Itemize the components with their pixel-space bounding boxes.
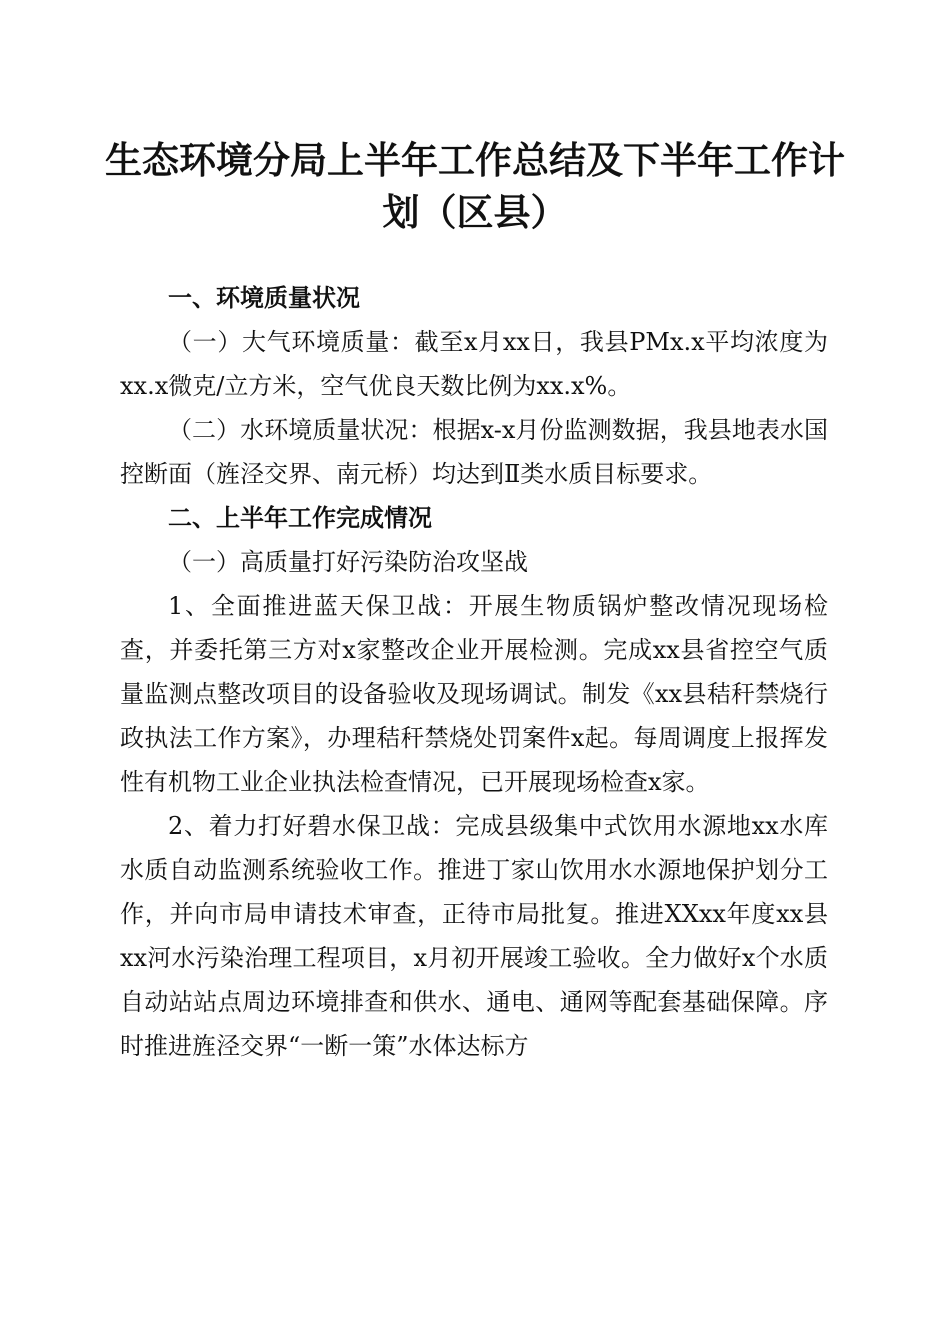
paragraph: 1、全面推进蓝天保卫战：开展生物质锅炉整改情况现场检查，并委托第三方对x家整改企业开展检测。完成xx县省控空气质量监测点整改项目的设备验收及现场调试。制发《xx县秸秆禁烧行政执法工作方案》，办理秸秆禁烧处罚案件x起。每周调度上报挥发性有机物工业企业执法检查情况，已开展现场检查x家。 bbox=[120, 592, 828, 796]
document-title: 生态环境分局上半年工作总结及下半年工作计划（区县） bbox=[105, 138, 845, 234]
document-body bbox=[120, 276, 828, 1068]
paragraph: （一）大气环境质量：截至x月xx日，我县PMx.x平均浓度为xx.x微克/立方米，空气优良天数比例为xx.x%。 bbox=[120, 328, 828, 400]
paragraph: （二）水环境质量状况：根据x-x月份监测数据，我县地表水国控断面（旌泾交界、南元桥）均达到Ⅱ类水质目标要求。 bbox=[120, 416, 828, 488]
paragraph: 2、着力打好碧水保卫战：完成县级集中式饮用水源地xx水库水质自动监测系统验收工作。推进丁家山饮用水水源地保护划分工作，并向市局申请技术审查，正待市局批复。推进XXxx年度xx县xx河水污染治理工程项目，x月初开展竣工验收。全力做好x个水质自动站站点周边环境排查和供水、通电、通网等配套基础保障。序时推进旌泾交界“一断一策”水体达标方 bbox=[120, 812, 828, 1060]
section-heading: 二、上半年工作完成情况 bbox=[168, 504, 432, 532]
section-heading: 一、环境质量状况 bbox=[168, 284, 360, 312]
paragraph: （一）高质量打好污染防治攻坚战 bbox=[168, 548, 528, 576]
